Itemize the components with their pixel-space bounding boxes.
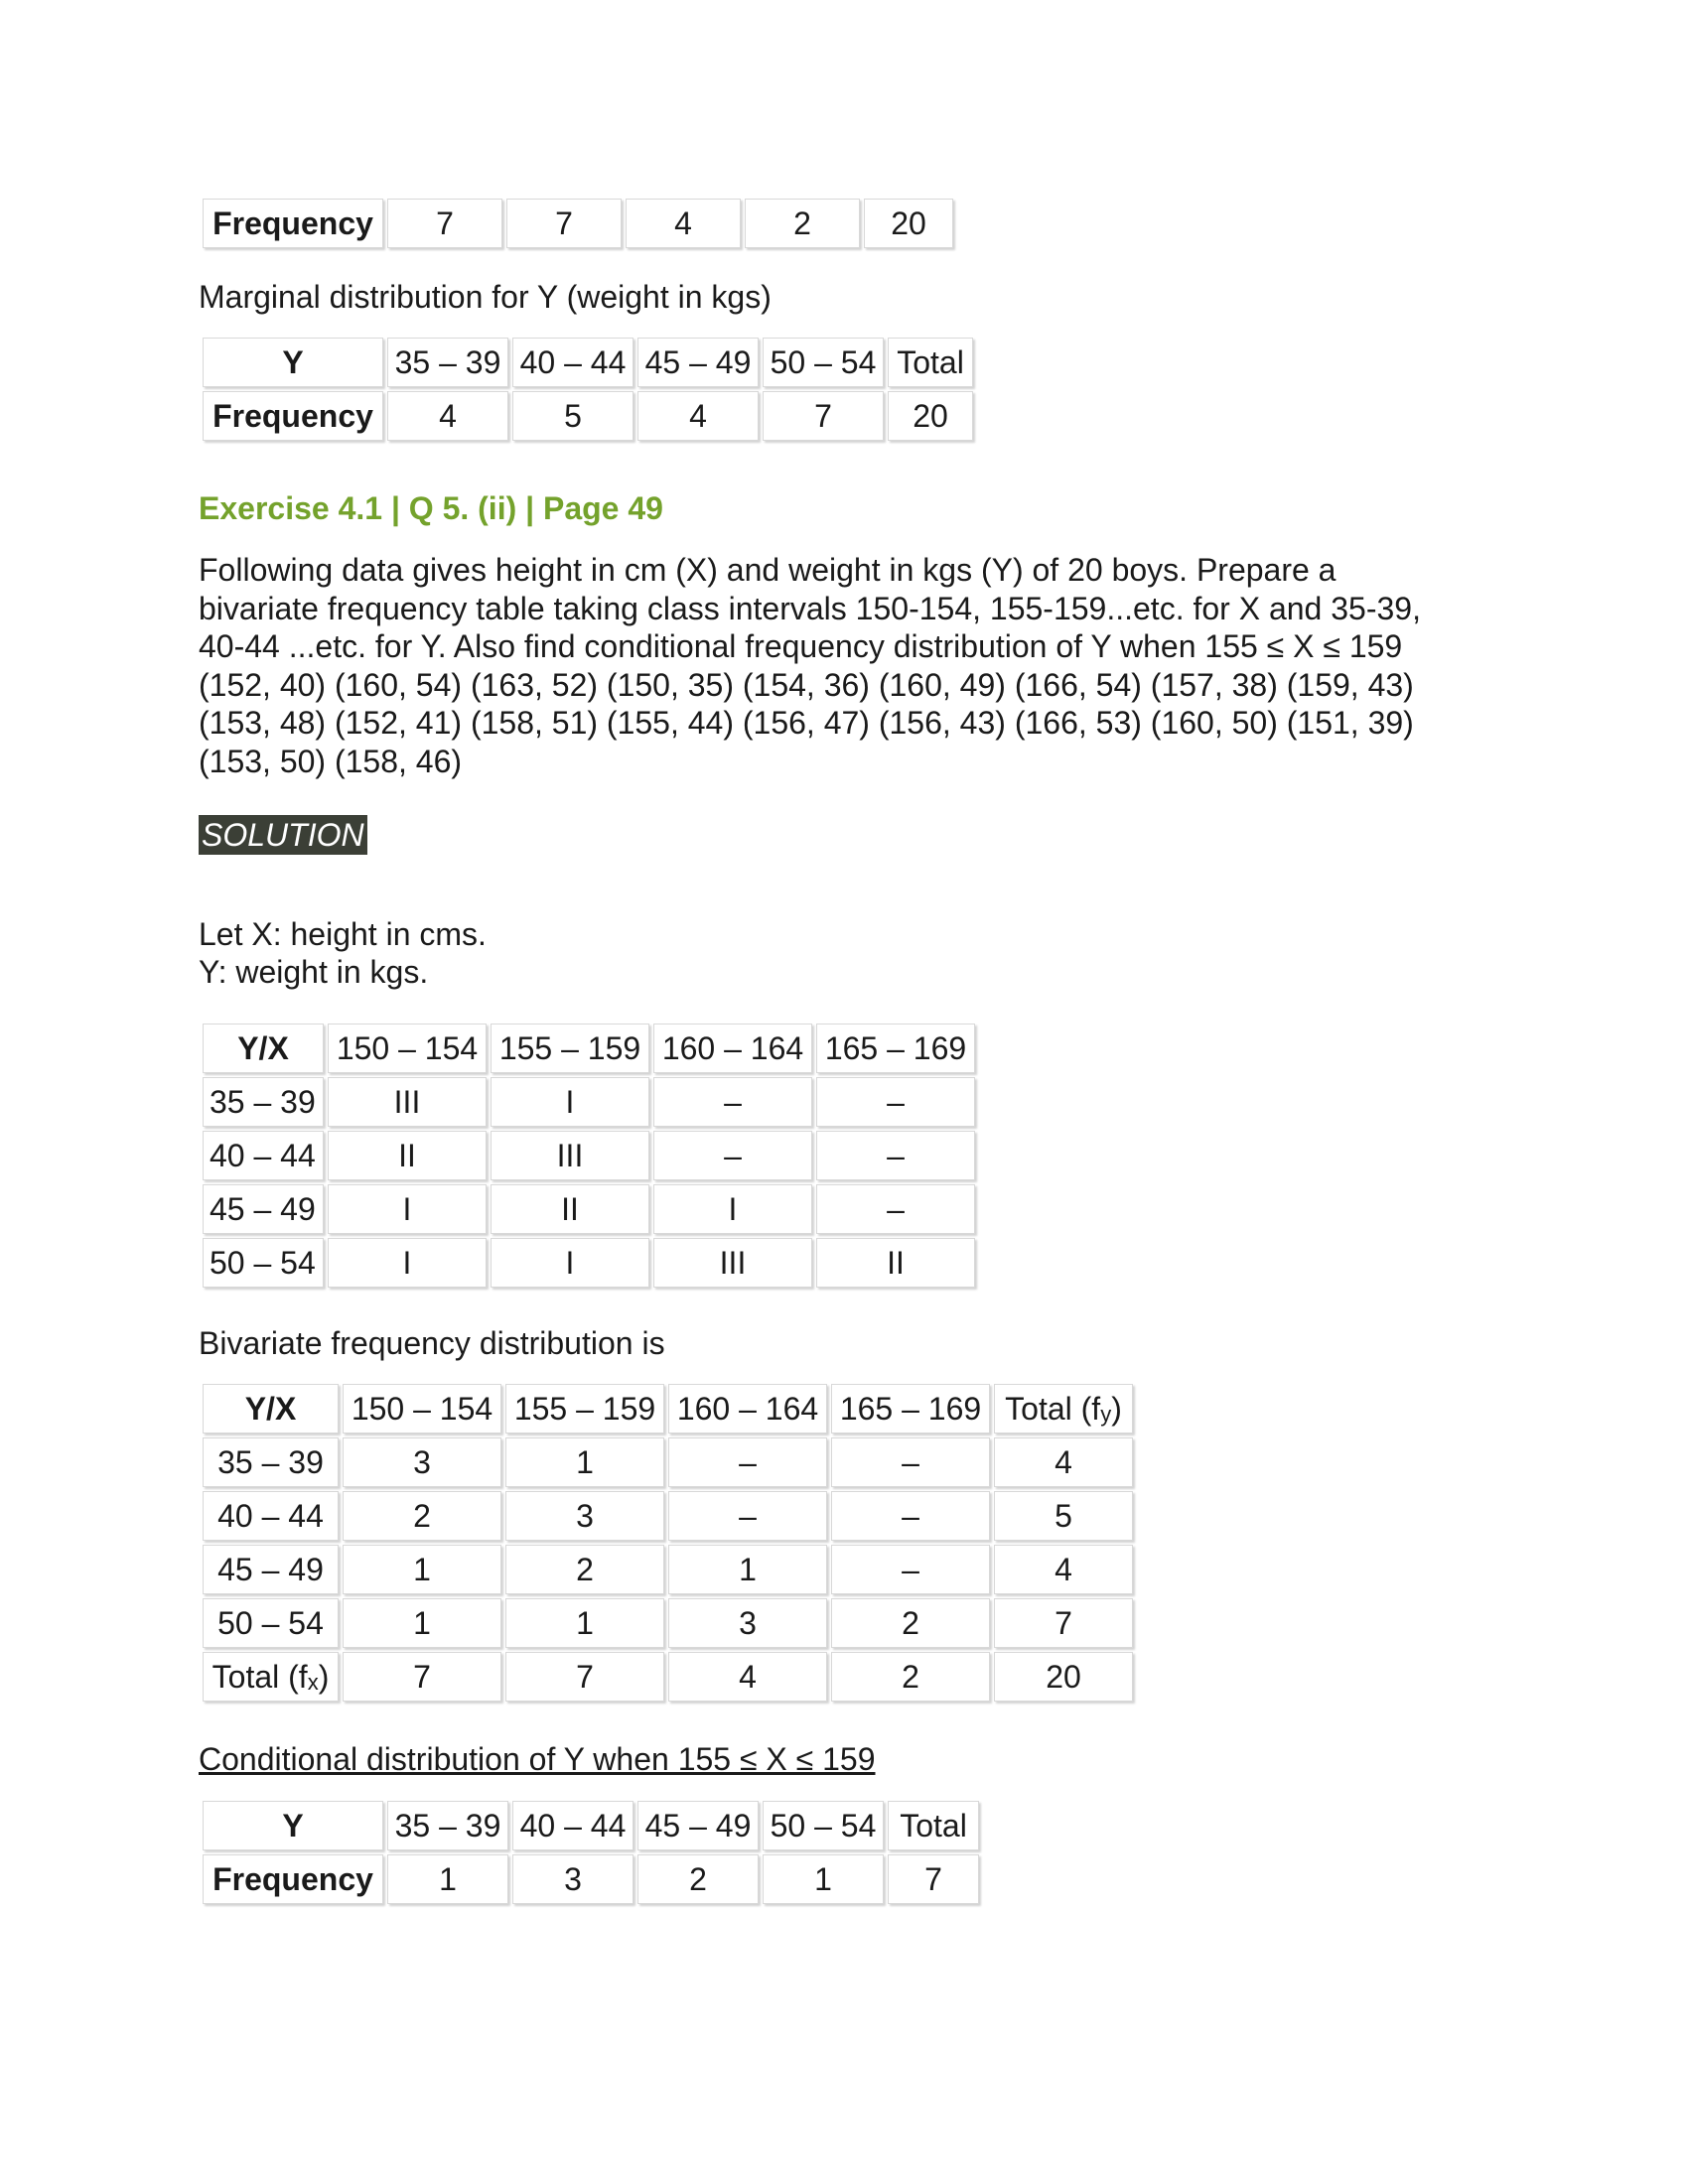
table-cell: II xyxy=(491,1184,649,1234)
table-header-cell: 155 – 159 xyxy=(505,1384,664,1433)
table-cell: Frequency xyxy=(203,391,383,441)
table-header-cell: 155 – 159 xyxy=(491,1024,649,1073)
table-row xyxy=(203,199,953,248)
table-cell: 7 xyxy=(888,1854,979,1904)
table-header-cell: Y/X xyxy=(203,1384,339,1433)
table-cell: – xyxy=(831,1491,990,1541)
paren: ) xyxy=(318,1658,330,1695)
table-header-cell: 150 – 154 xyxy=(328,1024,487,1073)
table-cell: I xyxy=(653,1184,812,1234)
table-cell: 1 xyxy=(505,1437,664,1487)
table-cell: 4 xyxy=(387,391,508,441)
table-cell: III xyxy=(491,1131,649,1180)
let-x-text: Let X: height in cms. xyxy=(199,916,487,952)
table-cell: 20 xyxy=(864,199,953,248)
problem-line: bivariate frequency table taking class intervals 150-154, 155-159...etc. for X and 35-39, xyxy=(199,590,1421,626)
table-cell: 2 xyxy=(505,1545,664,1594)
table-cell: 7 xyxy=(994,1598,1133,1648)
conditional-caption: Conditional distribution of Y when 155 ≤ X ≤ 159 xyxy=(199,1741,876,1777)
table-header-cell: 35 – 39 xyxy=(387,1801,508,1850)
bivariate-caption: Bivariate frequency distribution is xyxy=(199,1325,665,1361)
paren: ) xyxy=(1111,1390,1122,1427)
tally-table xyxy=(199,1020,979,1292)
table-cell: 45 – 49 xyxy=(203,1184,324,1234)
table-cell: 2 xyxy=(745,199,860,248)
frequency-table-x-tail xyxy=(199,195,957,252)
table-row xyxy=(203,338,973,387)
table-cell: 4 xyxy=(626,199,741,248)
table-cell: III xyxy=(653,1238,812,1288)
table-header-cell: 45 – 49 xyxy=(637,1801,759,1850)
table-cell: 4 xyxy=(994,1437,1133,1487)
table-cell: 50 – 54 xyxy=(203,1238,324,1288)
table-cell: 2 xyxy=(637,1854,759,1904)
table-row xyxy=(203,1545,1133,1594)
table-cell: 1 xyxy=(343,1598,501,1648)
table-row xyxy=(203,1598,1133,1648)
table-header-cell: Y xyxy=(203,1801,383,1850)
table-cell: 50 – 54 xyxy=(203,1598,339,1648)
table-cell: 3 xyxy=(512,1854,633,1904)
table-header-cell: 50 – 54 xyxy=(763,338,884,387)
table-cell: Frequency xyxy=(203,1854,383,1904)
table-cell: 7 xyxy=(387,199,502,248)
table-cell: I xyxy=(491,1077,649,1127)
table-header-cell: 150 – 154 xyxy=(343,1384,501,1433)
table-row xyxy=(203,1024,975,1073)
table-cell: 1 xyxy=(387,1854,508,1904)
problem-line: (153, 48) (152, 41) (158, 51) (155, 44) (156, 47) (156, 43) (166, 53) (160, 50) (151, 39) xyxy=(199,705,1414,741)
table-cell: 2 xyxy=(831,1598,990,1648)
problem-line: Following data gives height in cm (X) and weight in kgs (Y) of 20 boys. Prepare a xyxy=(199,552,1336,588)
table-row xyxy=(203,1131,975,1180)
solution-label: SOLUTION xyxy=(199,815,367,855)
table-cell: 20 xyxy=(994,1652,1133,1702)
table-row xyxy=(203,1437,1133,1487)
table-cell: – xyxy=(668,1491,827,1541)
table-cell: – xyxy=(831,1437,990,1487)
table-header-cell xyxy=(994,1384,1133,1433)
table-cell: 7 xyxy=(763,391,884,441)
table-cell: 5 xyxy=(994,1491,1133,1541)
problem-statement xyxy=(199,551,1421,780)
table-cell: 1 xyxy=(343,1545,501,1594)
table-header-cell: Y/X xyxy=(203,1024,324,1073)
table-cell: – xyxy=(831,1545,990,1594)
conditional-table xyxy=(199,1797,983,1908)
table-header-cell: 40 – 44 xyxy=(512,1801,633,1850)
table-cell: – xyxy=(653,1131,812,1180)
table-row xyxy=(203,1652,1133,1702)
marginal-caption: Marginal distribution for Y (weight in kgs) xyxy=(199,279,772,315)
table-cell: 7 xyxy=(343,1652,501,1702)
table-cell: I xyxy=(328,1184,487,1234)
table-cell: 3 xyxy=(668,1598,827,1648)
table-cell: 35 – 39 xyxy=(203,1437,339,1487)
table-cell: – xyxy=(653,1077,812,1127)
table-header-cell: 45 – 49 xyxy=(637,338,759,387)
total-label: Total (f xyxy=(1005,1390,1101,1427)
table-header-cell: 165 – 169 xyxy=(831,1384,990,1433)
table-cell: III xyxy=(328,1077,487,1127)
table-row xyxy=(203,1077,975,1127)
table-header-cell: 35 – 39 xyxy=(387,338,508,387)
let-y-text: Y: weight in kgs. xyxy=(199,954,429,990)
table-row xyxy=(203,1854,979,1904)
table-cell xyxy=(203,1652,339,1702)
total-label: Total (f xyxy=(211,1658,308,1695)
table-cell: 20 xyxy=(888,391,973,441)
problem-line: 40-44 ...etc. for Y. Also find conditional frequency distribution of Y when 155 ≤ X ≤ 159 xyxy=(199,628,1403,664)
table-cell: II xyxy=(816,1238,975,1288)
problem-line: (153, 50) (158, 46) xyxy=(199,743,463,779)
table-cell: – xyxy=(816,1131,975,1180)
table-cell: 3 xyxy=(343,1437,501,1487)
table-header-cell: 165 – 169 xyxy=(816,1024,975,1073)
table-cell: 45 – 49 xyxy=(203,1545,339,1594)
table-cell: – xyxy=(668,1437,827,1487)
table-row xyxy=(203,1184,975,1234)
table-cell: I xyxy=(328,1238,487,1288)
table-cell: 2 xyxy=(831,1652,990,1702)
table-cell: 7 xyxy=(506,199,622,248)
subscript: y xyxy=(1100,1401,1112,1427)
table-cell: 4 xyxy=(994,1545,1133,1594)
table-cell: – xyxy=(816,1184,975,1234)
bivariate-table xyxy=(199,1380,1137,1706)
table-cell: II xyxy=(328,1131,487,1180)
table-header-cell: 160 – 164 xyxy=(653,1024,812,1073)
table-cell: 4 xyxy=(637,391,759,441)
table-header-cell: 160 – 164 xyxy=(668,1384,827,1433)
table-cell: Frequency xyxy=(203,199,383,248)
table-cell: 40 – 44 xyxy=(203,1491,339,1541)
table-row xyxy=(203,391,973,441)
table-header-cell: Total xyxy=(888,338,973,387)
table-row xyxy=(203,1491,1133,1541)
table-header-cell: Y xyxy=(203,338,383,387)
table-cell: 40 – 44 xyxy=(203,1131,324,1180)
table-header-cell: Total xyxy=(888,1801,979,1850)
table-cell: I xyxy=(491,1238,649,1288)
subscript: x xyxy=(307,1669,319,1695)
exercise-heading: Exercise 4.1 | Q 5. (ii) | Page 49 xyxy=(199,490,663,526)
problem-line: (152, 40) (160, 54) (163, 52) (150, 35) (154, 36) (160, 49) (166, 54) (157, 38) (159, 43) xyxy=(199,666,1414,703)
marginal-y-table xyxy=(199,334,977,445)
table-cell: 2 xyxy=(343,1491,501,1541)
table-row xyxy=(203,1384,1133,1433)
table-row xyxy=(203,1238,975,1288)
table-cell: 1 xyxy=(505,1598,664,1648)
table-cell: 1 xyxy=(763,1854,884,1904)
table-row xyxy=(203,1801,979,1850)
table-cell: 3 xyxy=(505,1491,664,1541)
table-cell: 5 xyxy=(512,391,633,441)
table-header-cell: 50 – 54 xyxy=(763,1801,884,1850)
table-cell: 7 xyxy=(505,1652,664,1702)
table-cell: 35 – 39 xyxy=(203,1077,324,1127)
table-cell: – xyxy=(816,1077,975,1127)
table-cell: 4 xyxy=(668,1652,827,1702)
table-header-cell: 40 – 44 xyxy=(512,338,633,387)
table-cell: 1 xyxy=(668,1545,827,1594)
